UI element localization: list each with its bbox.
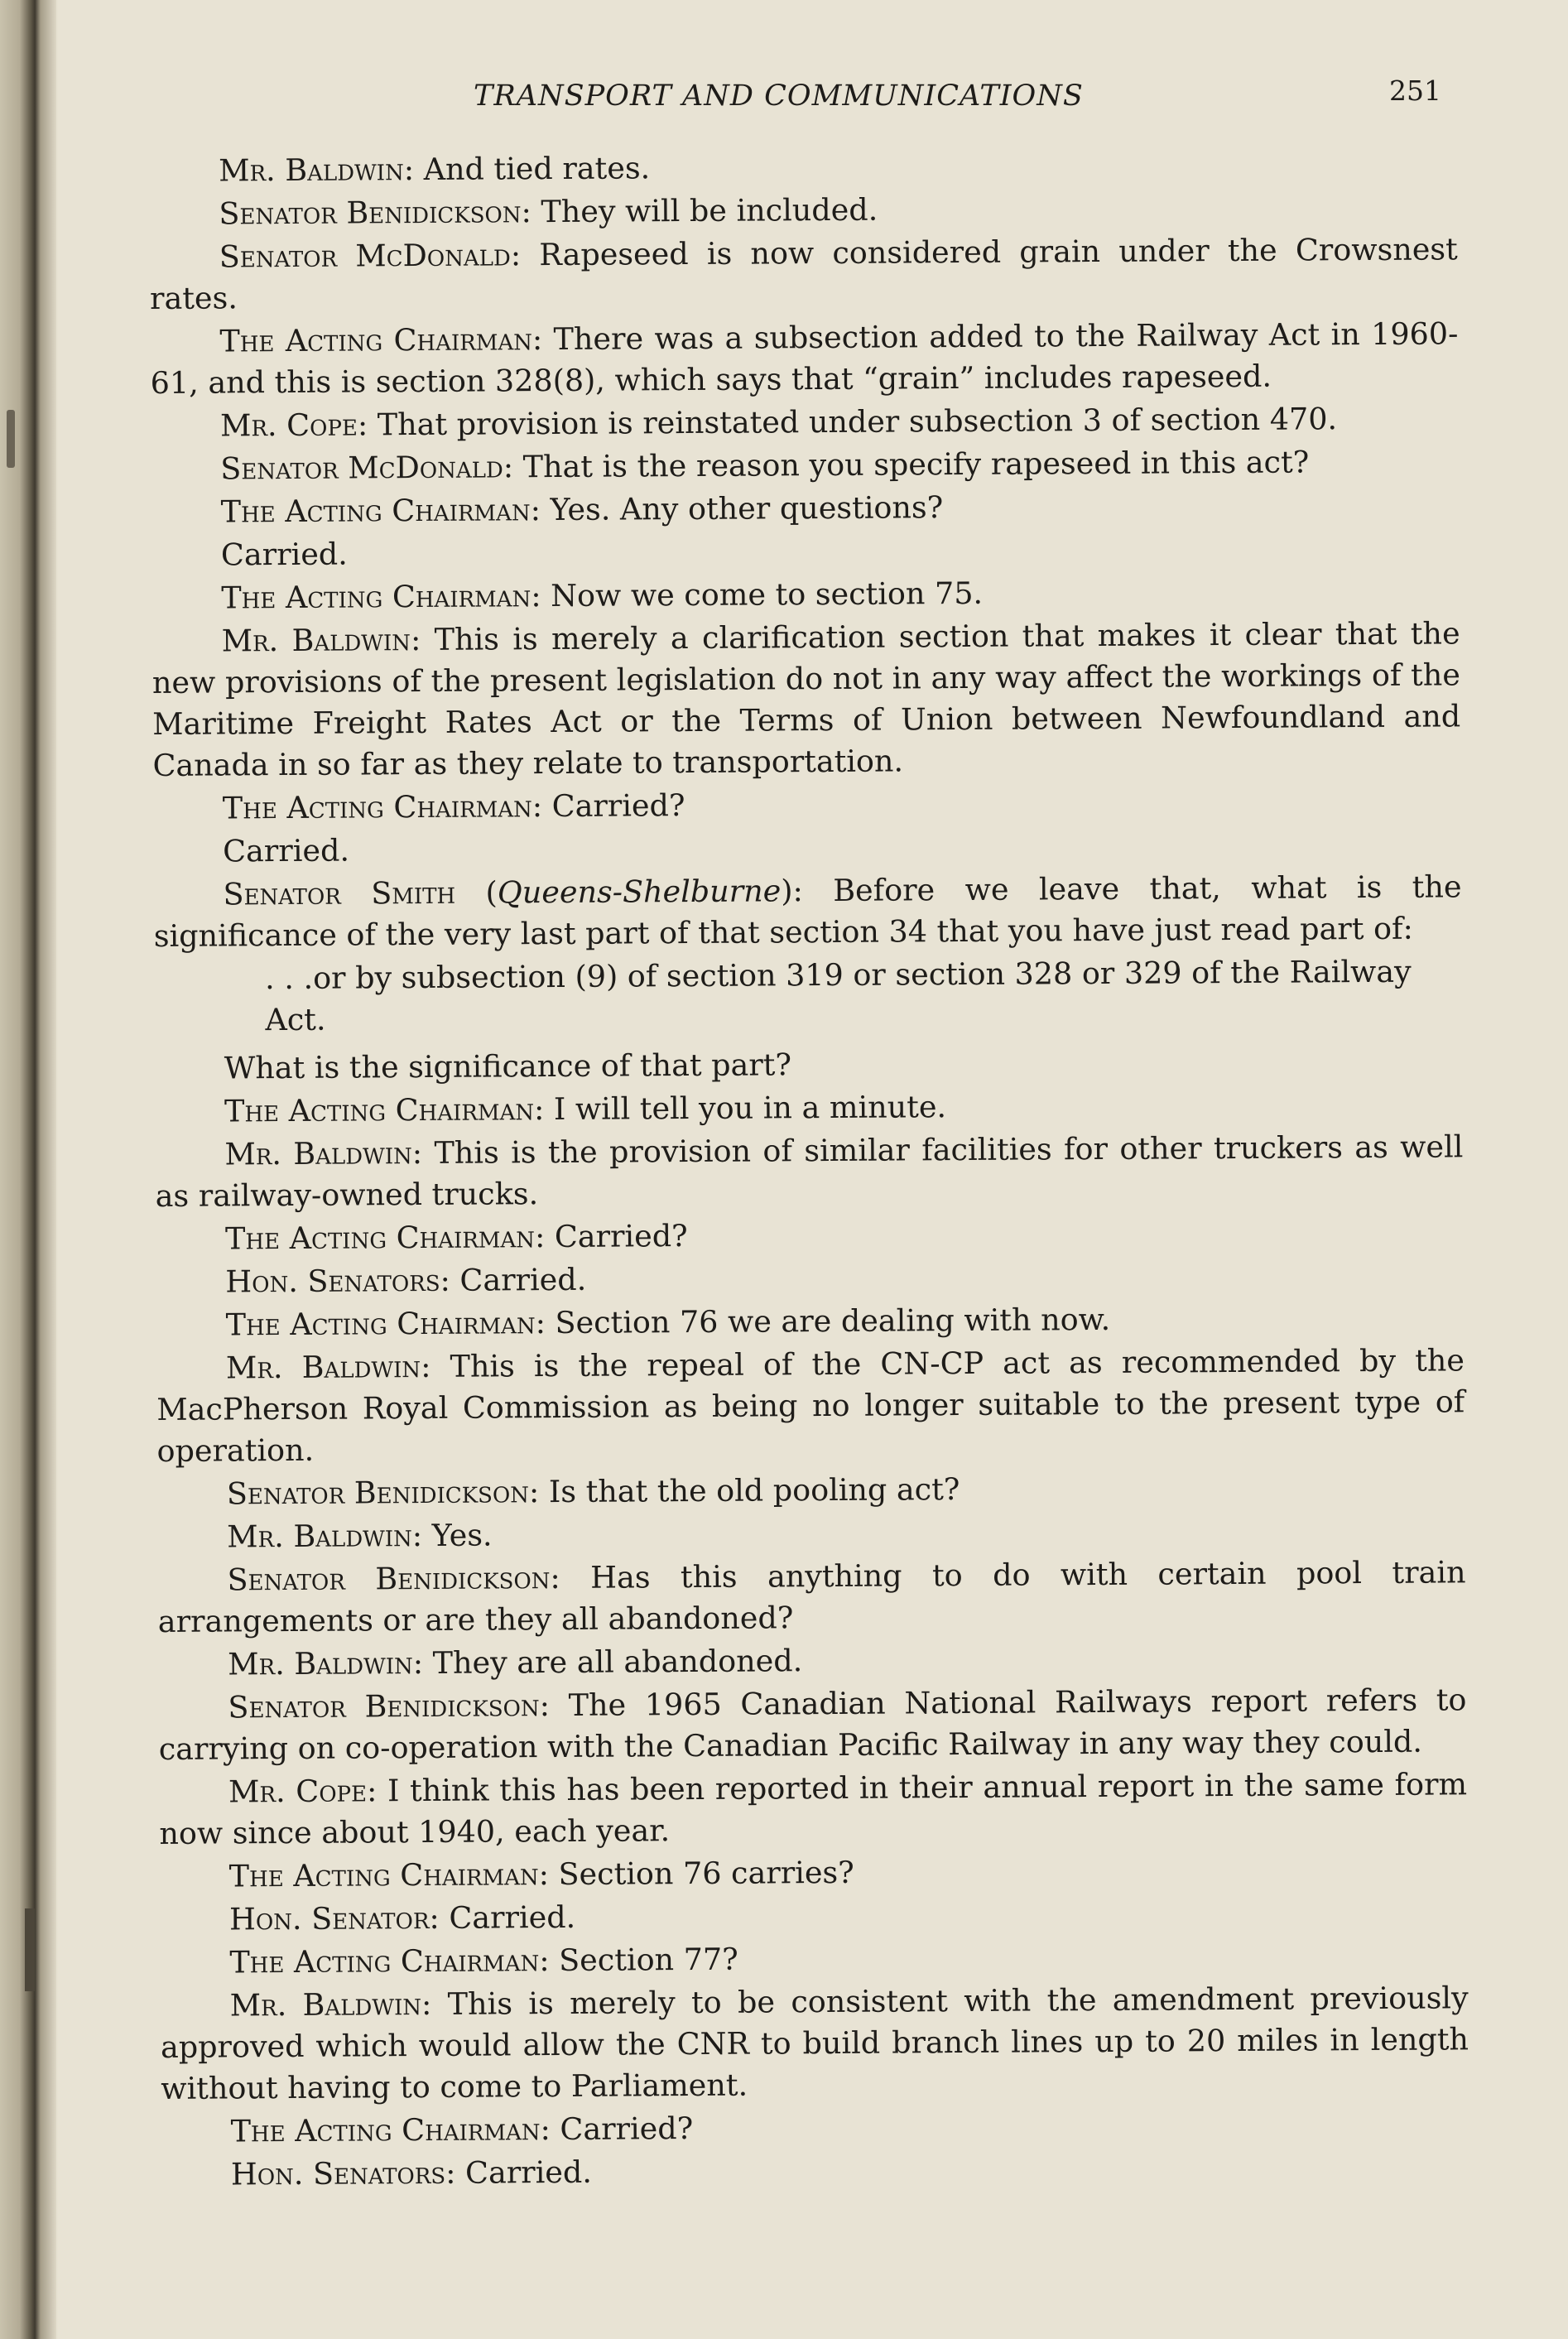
speaker-paragraph (153, 866, 1462, 957)
paragraph-text: : They are all abandoned. (412, 1643, 803, 1682)
speaker-paragraph (155, 1083, 1463, 1133)
paragraph-text: What is the significance of that part? (224, 1047, 792, 1086)
paragraph-text: : I think this has been reported in their annual report in the same form now since about 1940, each year. (159, 1766, 1468, 1851)
page-number: 251 (1389, 75, 1441, 107)
paragraph-text: : This is the repeal of the CN-CP act as recommended by the MacPherson Royal Commission as being no longer suitable to the present type of operation. (156, 1342, 1465, 1469)
speaker-paragraph (160, 1891, 1468, 1941)
speaker-paragraph (149, 185, 1457, 235)
speaker-name: The Acting Chairman (220, 492, 531, 530)
speaker-paragraph (156, 1254, 1464, 1303)
speaker-name: Mr. Baldwin (228, 1645, 413, 1682)
speaker-name: Senator Benidickson (219, 194, 522, 232)
paragraph-text: : Rapeseed is now considered grain under the Crowsnest rates. (149, 231, 1458, 316)
paragraph-text: : Has this anything to do with certain pool train arrangements or are they all abandoned? (157, 1554, 1466, 1639)
speaker-paragraph (150, 229, 1459, 320)
paragraph-text: : Is that the old pooling act? (528, 1471, 960, 1510)
speaker-name: The Acting Chairman (221, 578, 531, 616)
speaker-name: Senator Benidickson (226, 1474, 530, 1512)
speaker-paragraph (157, 1465, 1465, 1515)
speaker-name: The Acting Chairman (222, 788, 532, 826)
book-page (58, 0, 1568, 2339)
paragraph-text: Carried. (220, 536, 348, 573)
speaker-name: Mr. Baldwin (225, 1349, 421, 1386)
speaker-paragraph (152, 570, 1460, 619)
paragraph-text: : I will tell you in a minute. (533, 1089, 947, 1128)
paragraph-text: : Section 76 we are dealing with now. (535, 1301, 1111, 1341)
binding-mark (25, 1908, 35, 1991)
speaker-name: Mr. Cope (228, 1773, 368, 1810)
book-binding (0, 0, 56, 2339)
speaker-name: Hon. Senator (228, 1899, 430, 1937)
paragraph-text: : Carried. (440, 1261, 587, 1298)
transcript-body (149, 142, 1469, 2197)
paragraph-text: : This is the provision of similar facilities for other truckers as well as railway-owned trucks. (155, 1129, 1464, 1214)
running-head: TRANSPORT AND COMMUNICATIONS (474, 79, 1084, 113)
speaker-name: Mr. Baldwin (224, 1135, 412, 1172)
paragraph-text: : Yes. (411, 1517, 493, 1554)
speaker-name: The Acting Chairman (225, 1305, 536, 1343)
binding-mark (7, 410, 15, 468)
paragraph-text: : Now we come to section 75. (531, 575, 984, 614)
speaker-paragraph (157, 1552, 1466, 1643)
paragraph-text: : They will be included. (521, 191, 878, 230)
speaker-name: The Acting Chairman (219, 321, 533, 359)
speaker-paragraph (152, 613, 1460, 787)
speaker-name: The Acting Chairman (230, 2111, 541, 2149)
paragraph-text-prefix: ( (455, 874, 498, 911)
speaker-paragraph (156, 1297, 1465, 1346)
riding-name: Queens-Shelburne (497, 873, 782, 911)
speaker-name: The Acting Chairman (224, 1219, 536, 1257)
speaker-name: Senator Benidickson (227, 1560, 551, 1598)
paragraph-text: : Section 76 carries? (538, 1854, 854, 1893)
speaker-name: Mr. Baldwin (221, 622, 411, 659)
speaker-name: Senator McDonald (219, 237, 511, 275)
speaker-name: Mr. Cope (219, 407, 358, 444)
speaker-paragraph (150, 313, 1459, 404)
speaker-name: The Acting Chairman (229, 1942, 540, 1980)
speaker-name: Hon. Senators (225, 1262, 440, 1300)
speaker-paragraph (157, 1509, 1465, 1558)
page-header (58, 73, 1568, 123)
paragraph-text: : Carried? (540, 2110, 694, 2148)
speaker-paragraph (156, 1340, 1465, 1472)
paragraph-text: : And tied rates. (403, 150, 651, 188)
paragraph-text: : There was a subsection added to the Railway Act in 1960-61, and this is section 328(8), which says that “grain” includes rapeseed. (150, 315, 1459, 401)
speaker-paragraph (152, 484, 1460, 533)
plain-paragraph (153, 823, 1461, 873)
speaker-paragraph (151, 397, 1459, 447)
speaker-name: Hon. Senators (230, 2154, 446, 2192)
speaker-name: The Acting Chairman (224, 1091, 535, 1129)
speaker-name: Senator McDonald (220, 449, 503, 487)
paragraph-text: Carried. (223, 832, 350, 869)
speaker-paragraph (155, 1126, 1464, 1217)
speaker-name: Senator Smith (223, 874, 456, 912)
speaker-paragraph (153, 780, 1461, 830)
speaker-name: Senator Benidickson (228, 1687, 540, 1725)
speaker-paragraph (160, 1934, 1468, 1984)
speaker-paragraph (151, 440, 1459, 490)
speaker-paragraph (161, 1977, 1469, 2110)
paragraph-text: : Carried. (445, 2154, 593, 2191)
paragraph-text: : This is merely to be consistent with the amendment previously approved which would allow the CNR to build branch lines up to 20 miles in length without having to come to Parliament. (160, 1980, 1469, 2106)
speaker-paragraph (158, 1679, 1467, 1770)
speaker-name: The Acting Chairman (228, 1856, 539, 1894)
paragraph-text: : Carried? (534, 1218, 688, 1255)
block-quote (154, 951, 1463, 1042)
paragraph-text: : Carried? (531, 787, 685, 825)
paragraph-text: ): Before we leave that, what is the significance of the very last part of that section 34 that you have just read part of: (153, 869, 1462, 954)
speaker-name: Mr. Baldwin (219, 152, 404, 189)
plain-paragraph (152, 527, 1460, 576)
speaker-paragraph (149, 142, 1457, 192)
paragraph-text: : This is merely a clarification section that makes it clear that the new provisions of the present legislation do not in any way affect the workings of the Maritime Freight Rates Act or the Terms of Union between Newfoundland and Canada in so far as they relate to transportation. (152, 615, 1461, 783)
speaker-paragraph (159, 1764, 1468, 1855)
paragraph-text: : Yes. Any other questions? (530, 489, 944, 528)
speaker-paragraph (161, 2103, 1469, 2153)
speaker-paragraph (160, 1848, 1468, 1898)
speaker-paragraph (161, 2146, 1469, 2196)
speaker-name: Mr. Baldwin (227, 1518, 412, 1555)
paragraph-text: : Section 77? (539, 1941, 738, 1979)
paragraph-text: : That is the reason you specify rapeseed in this act? (503, 444, 1310, 485)
speaker-paragraph (158, 1636, 1466, 1686)
quote-text: . . .or by subsection (9) of section 319 or section 328 or 329 of the Railway Act. (264, 953, 1412, 1038)
paragraph-text: : Carried. (429, 1899, 576, 1936)
paragraph-text: : The 1965 Canadian National Railways report refers to carrying on co-operation with the Canadian Pacific Railway in any way they could. (158, 1682, 1467, 1767)
speaker-name: Mr. Baldwin (229, 1986, 422, 2024)
speaker-paragraph (156, 1210, 1464, 1260)
plain-paragraph (155, 1040, 1463, 1090)
paragraph-text: : That provision is reinstated under subsection 3 of section 470. (357, 401, 1338, 443)
